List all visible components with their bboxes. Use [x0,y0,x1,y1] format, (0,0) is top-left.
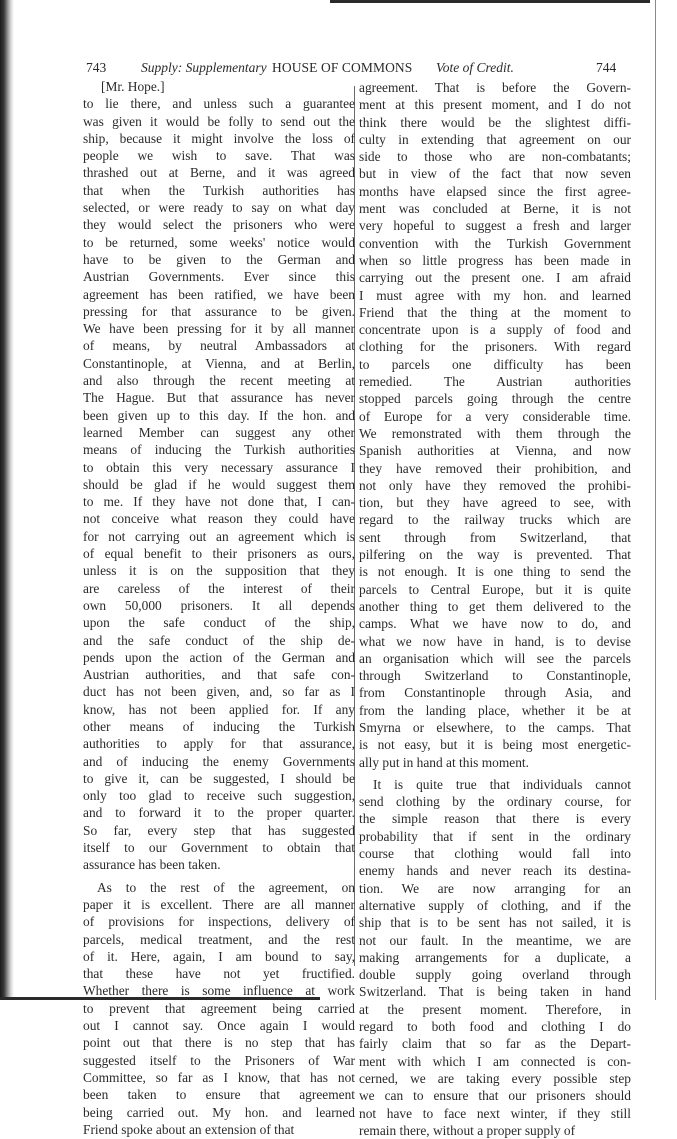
text-line: when so little progress has been made in [359,252,631,268]
text-line: probability that if sent in the ordinary [359,828,631,844]
text-line: that when the Turkish authorities has [83,182,355,198]
page-edge-top [330,0,650,3]
page-edge-shadow-left [0,0,14,1000]
text-line: ship, because it might involve the loss of [83,130,355,146]
text-line: point out that there is no step that has [83,1035,355,1051]
text-line: convention with the Turkish Government [359,235,631,251]
text-line: alternative supply of clothing, and if the [359,897,631,913]
text-line: very hopeful to suggest a fresh and larger [359,218,631,234]
text-line: means of inducing the Turkish authorities [83,442,355,458]
text-line: remedied. The Austrian authorities [359,374,631,390]
text-line: should be glad if he would suggest them [83,476,355,492]
text-line: learned Member can suggest any other [83,424,355,440]
text-line: of means, by neutral Ambassadors at [83,338,355,354]
text-line: Whether there is some influence at work [83,983,355,999]
text-line: and of inducing the enemy Governments [83,753,355,769]
paragraph [359,776,631,1139]
text-line: but in view of the fact that now seven [359,166,631,182]
text-line: to parcels one difficulty has been [359,356,631,372]
text-line: camps. What we have now to do, and [359,616,631,632]
text-line: parcels, medical treatment, and the rest [83,931,355,947]
text-line: send clothing by the ordinary course, for [359,794,631,810]
text-line: to lie there, and unless such a guarantee [83,96,355,112]
text-line: duct has not been given, and, so far as I [83,684,355,700]
text-line: another thing to get them delivered to the [359,598,631,614]
right-column [359,79,631,1139]
text-line: that these have not yet fructified. [83,966,355,982]
text-line: they have removed their prohibition, and [359,460,631,476]
text-line: itself to our Government to obtain that [83,840,355,856]
text-line: to prevent that agreement being carried [83,1000,355,1016]
text-line: Smyrna or elsewhere, to the camps. That [359,719,631,735]
text-line: It is quite true that individuals cannot [373,776,631,792]
text-line: of it. Here, again, I am bound to say, [83,948,355,964]
page-number-right: 744 [596,60,617,75]
text-line: was given it would be folly to send out the [83,113,355,129]
text-line: culty in extending that agreement on our [359,131,631,147]
text-line: So far, every step that has suggested [83,822,355,838]
text-line: what we now have in hand, is to devise [359,633,631,649]
text-line: to obtain this very necessary assurance I [83,459,355,475]
text-line: making arrangements for a duplicate, a [359,949,631,965]
text-line: Committee, so far as I know, that has not [83,1069,355,1085]
text-line: own 50,000 prisoners. It all depends [83,597,355,613]
running-title-center: HOUSE OF COMMONS [272,60,413,75]
text-line: think there would be the slightest diffi- [359,114,631,130]
text-line: course that clothing would fall into [359,846,631,862]
text-line: stopped parcels going through the centre [359,391,631,407]
text-line: carrying out the present one. I am afraid [359,270,631,286]
text-line: being carried out. My hon. and learned [83,1104,355,1120]
text-line: assurance has been taken. [83,857,221,873]
text-line: at the present moment. Therefore, in [359,1001,631,1017]
text-line: we can to ensure that our prisoners should [359,1088,631,1104]
text-line: and the safe conduct of the ship de- [83,632,355,648]
text-line: through Switzerland to Constantinople, [359,668,631,684]
text-line: been given up to this day. If the hon. and [83,407,355,423]
text-line: of provisions for inspections, delivery of [83,914,355,930]
text-line: months have elapsed since the first agree- [359,183,631,199]
text-line: regard to the railway trucks which are [359,512,631,528]
text-line: not have to face next winter, if they still [359,1105,631,1121]
text-line: to me. If they have not done that, I can- [83,494,355,510]
text-line: and also through the recent meeting at [83,373,355,389]
text-line: for not carrying out an agreement which is [83,528,355,544]
running-header [86,58,626,78]
text-line: clothing for the prisoners. With regard [359,339,631,355]
text-line: agreement has been ratified, we have been [83,286,355,302]
text-line: I must agree with my hon. and learned [359,287,631,303]
text-line: Constantinople, at Vienna, and at Berlin, [83,355,355,371]
text-line: fairly claim that so far as the Depart- [359,1036,631,1052]
text-line: Switzerland. That is being taken in hand [359,984,631,1000]
page-edge-right [655,0,656,1000]
text-line: enemy hands and never reach its destina- [359,863,631,879]
text-line: other means of inducing the Turkish [83,718,355,734]
text-line: side to those who are non-combatants; [359,149,631,165]
text-line: ship that is to be sent has not sailed, it is [359,915,631,931]
text-line: not only have they removed the prohibi- [359,477,631,493]
text-line: agreement. That is before the Govern- [359,80,631,95]
text-line: thrashed out at Berne, and it was agreed [83,165,355,181]
text-line: of equal benefit to their prisoners as ours, [83,546,355,562]
text-line: is not enough. It is one thing to send the [359,564,631,580]
text-line: is not easy, but it is being most energetic- [359,737,631,753]
text-line: know, has not been applied for. If any [83,701,355,717]
text-line: upon the safe conduct of the ship, [83,615,355,631]
text-line: paper it is excellent. There are all manner [83,896,355,912]
text-line: an organisation which will see the parcels [359,650,631,666]
text-line: We remonstrated with them through the [359,425,631,441]
paragraph [359,79,631,771]
text-line: only too glad to receive such suggestion, [83,788,355,804]
text-line: cerned, we are taking every possible step [359,1070,631,1086]
speaker-label: [Mr. Hope.] [101,79,165,94]
text-line: double supply going overland through [359,967,631,983]
running-title-left: Supply: Supplementary [141,60,267,75]
text-line: tion. We are now arranging for an [359,880,631,896]
text-line: to give it, can be suggested, I should be [83,770,355,786]
text-line: ment was concluded at Berne, it is not [359,201,631,217]
text-line: We have been pressing for it by all manner [83,321,355,337]
text-line: ment at this present moment, and I do not [359,97,631,113]
text-line: of Europe for a very considerable time. [359,408,631,424]
text-line: authorities to apply for that assurance, [83,736,355,752]
text-line: the simple reason that there is every [359,811,631,827]
text-line: they would select the prisoners who were [83,217,355,233]
text-line: to be returned, some weeks' notice would [83,234,355,250]
text-line: from Constantinople through Asia, and [359,685,631,701]
text-line: pends upon the action of the German and [83,649,355,665]
page-number-left: 743 [86,60,107,75]
text-line: suggested itself to the Prisoners of War [83,1052,355,1068]
paragraph [83,95,355,873]
text-line: unless it is on the supposition that they [83,563,355,579]
running-title-right: Vote of Credit. [436,60,514,75]
text-line: Friend that the thing at the moment to [359,304,631,320]
text-line: ment with which I am connected is con- [359,1053,631,1069]
text-line: parcels to Central Europe, but it is quite [359,581,631,597]
text-line: out I cannot say. Once again I would [83,1018,355,1034]
text-line: Austrian authorities, and that safe con- [83,667,355,683]
text-line: not our fault. In the meantime, we are [359,932,631,948]
paragraph [83,879,355,1138]
text-line: pressing for that assurance to be given. [83,303,355,319]
text-line: have to be given to the German and [83,251,355,267]
left-column [83,78,355,1138]
text-line: Spanish authorities at Vienna, and now [359,443,631,459]
text-line: are careless of the interest of their [83,580,355,596]
text-line: people we wish to save. That was [83,148,355,164]
text-line: The Hague. But that assurance has never [83,390,355,406]
text-line: been taken to ensure that agreement [83,1087,355,1103]
text-line: sent through from Switzerland, that [359,529,631,545]
text-line: concentrate upon is a supply of food and [359,322,631,338]
text-line: Austrian Governments. Ever since this [83,269,355,285]
text-line: from the landing place, whether it be at [359,702,631,718]
text-line: pilfering on the way is prevented. That [359,547,631,563]
text-line: Friend spoke about an extension of that [83,1121,295,1137]
text-line: ally put in hand at this moment. [359,754,529,770]
text-line: and to forward it to the proper quarter. [83,805,355,821]
text-line: tion, but they have agreed to see, with [359,495,631,511]
text-line: selected, or were ready to say on what day [83,200,355,216]
text-line: not conceive what reason they could have [83,511,355,527]
text-line: remain there, without a proper supply of [359,1122,576,1138]
text-line: As to the rest of the agreement, on [97,879,355,895]
text-line: regard to both food and clothing I do [359,1019,631,1035]
